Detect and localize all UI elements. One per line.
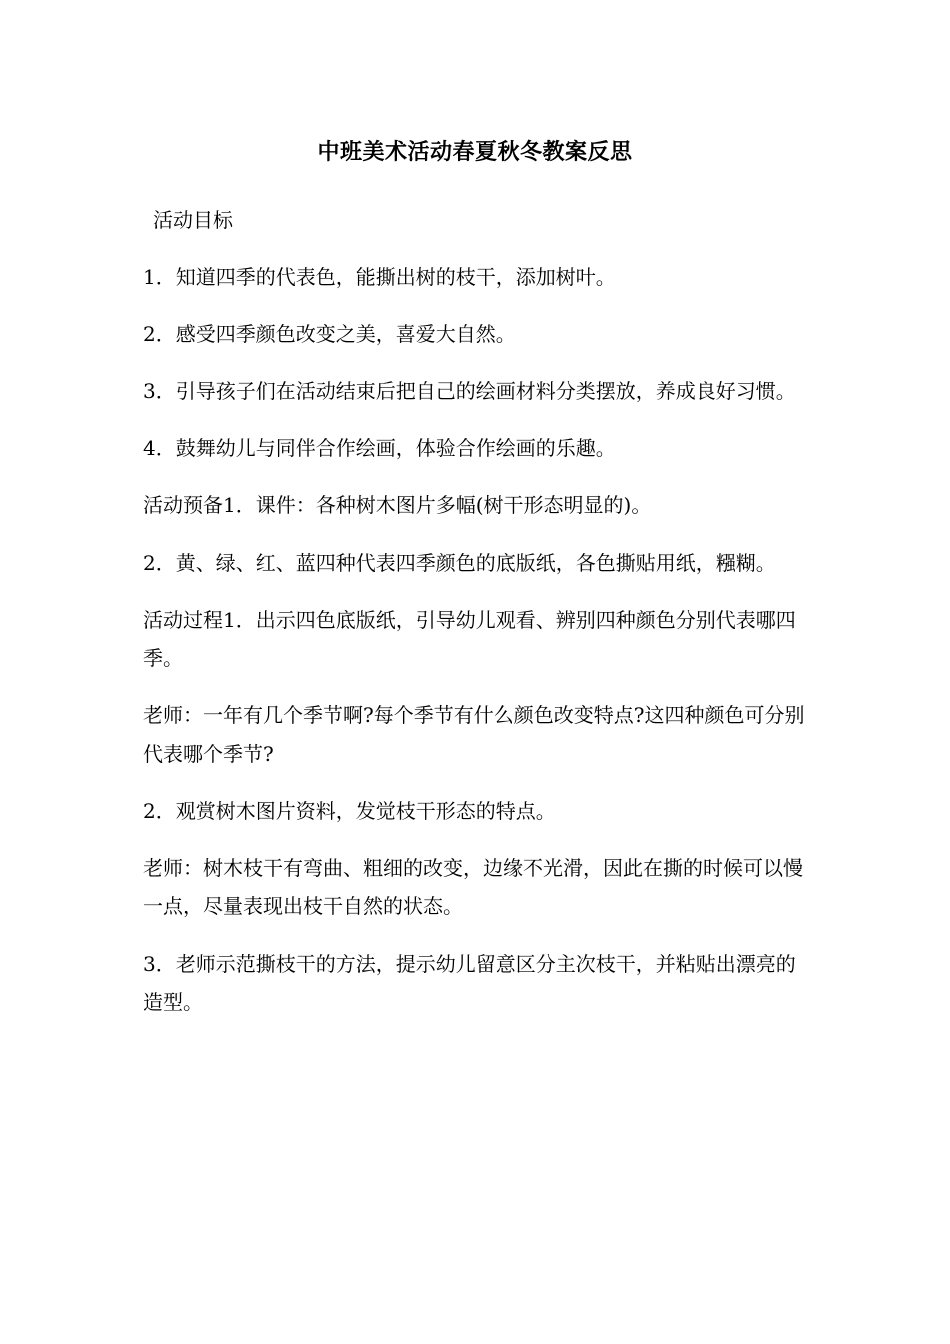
document-title: 中班美术活动春夏秋冬教案反思: [317, 139, 633, 165]
paragraph: 2．观赏树木图片资料，发觉枝干形态的特点。: [143, 798, 556, 823]
paragraph: 活动预备1．课件：各种树木图片多幅(树干形态明显的)。: [143, 493, 652, 518]
paragraph: 3．老师示范撕枝干的方法，提示幼儿留意区分主次枝干，并粘贴出漂亮的造型。: [143, 951, 796, 1015]
paragraph: 4．鼓舞幼儿与同伴合作绘画，体验合作绘画的乐趣。: [143, 436, 616, 461]
paragraph: 2．黄、绿、红、蓝四种代表四季颜色的底版纸，各色撕贴用纸，糨糊。: [143, 550, 776, 575]
paragraph: 3．引导孩子们在活动结束后把自己的绘画材料分类摆放，养成良好习惯。: [143, 379, 796, 404]
document-body: [143, 201, 808, 1040]
paragraph: 老师：一年有几个季节啊?每个季节有什么颜色改变特点?这四种颜色可分别代表哪个季节?: [143, 703, 805, 766]
paragraph: 2．感受四季颜色改变之美，喜爱大自然。: [143, 322, 516, 347]
section-heading-objectives: 活动目标: [153, 208, 233, 232]
paragraph: 老师：树木枝干有弯曲、粗细的改变，边缘不光滑，因此在撕的时候可以慢一点，尽量表现出枝干自然的状态。: [143, 855, 803, 919]
paragraph: 活动过程1．出示四色底版纸，引导幼儿观看、辨别四种颜色分别代表哪四季。: [143, 607, 796, 671]
paragraph: 1．知道四季的代表色，能撕出树的枝干，添加树叶。: [143, 265, 616, 290]
